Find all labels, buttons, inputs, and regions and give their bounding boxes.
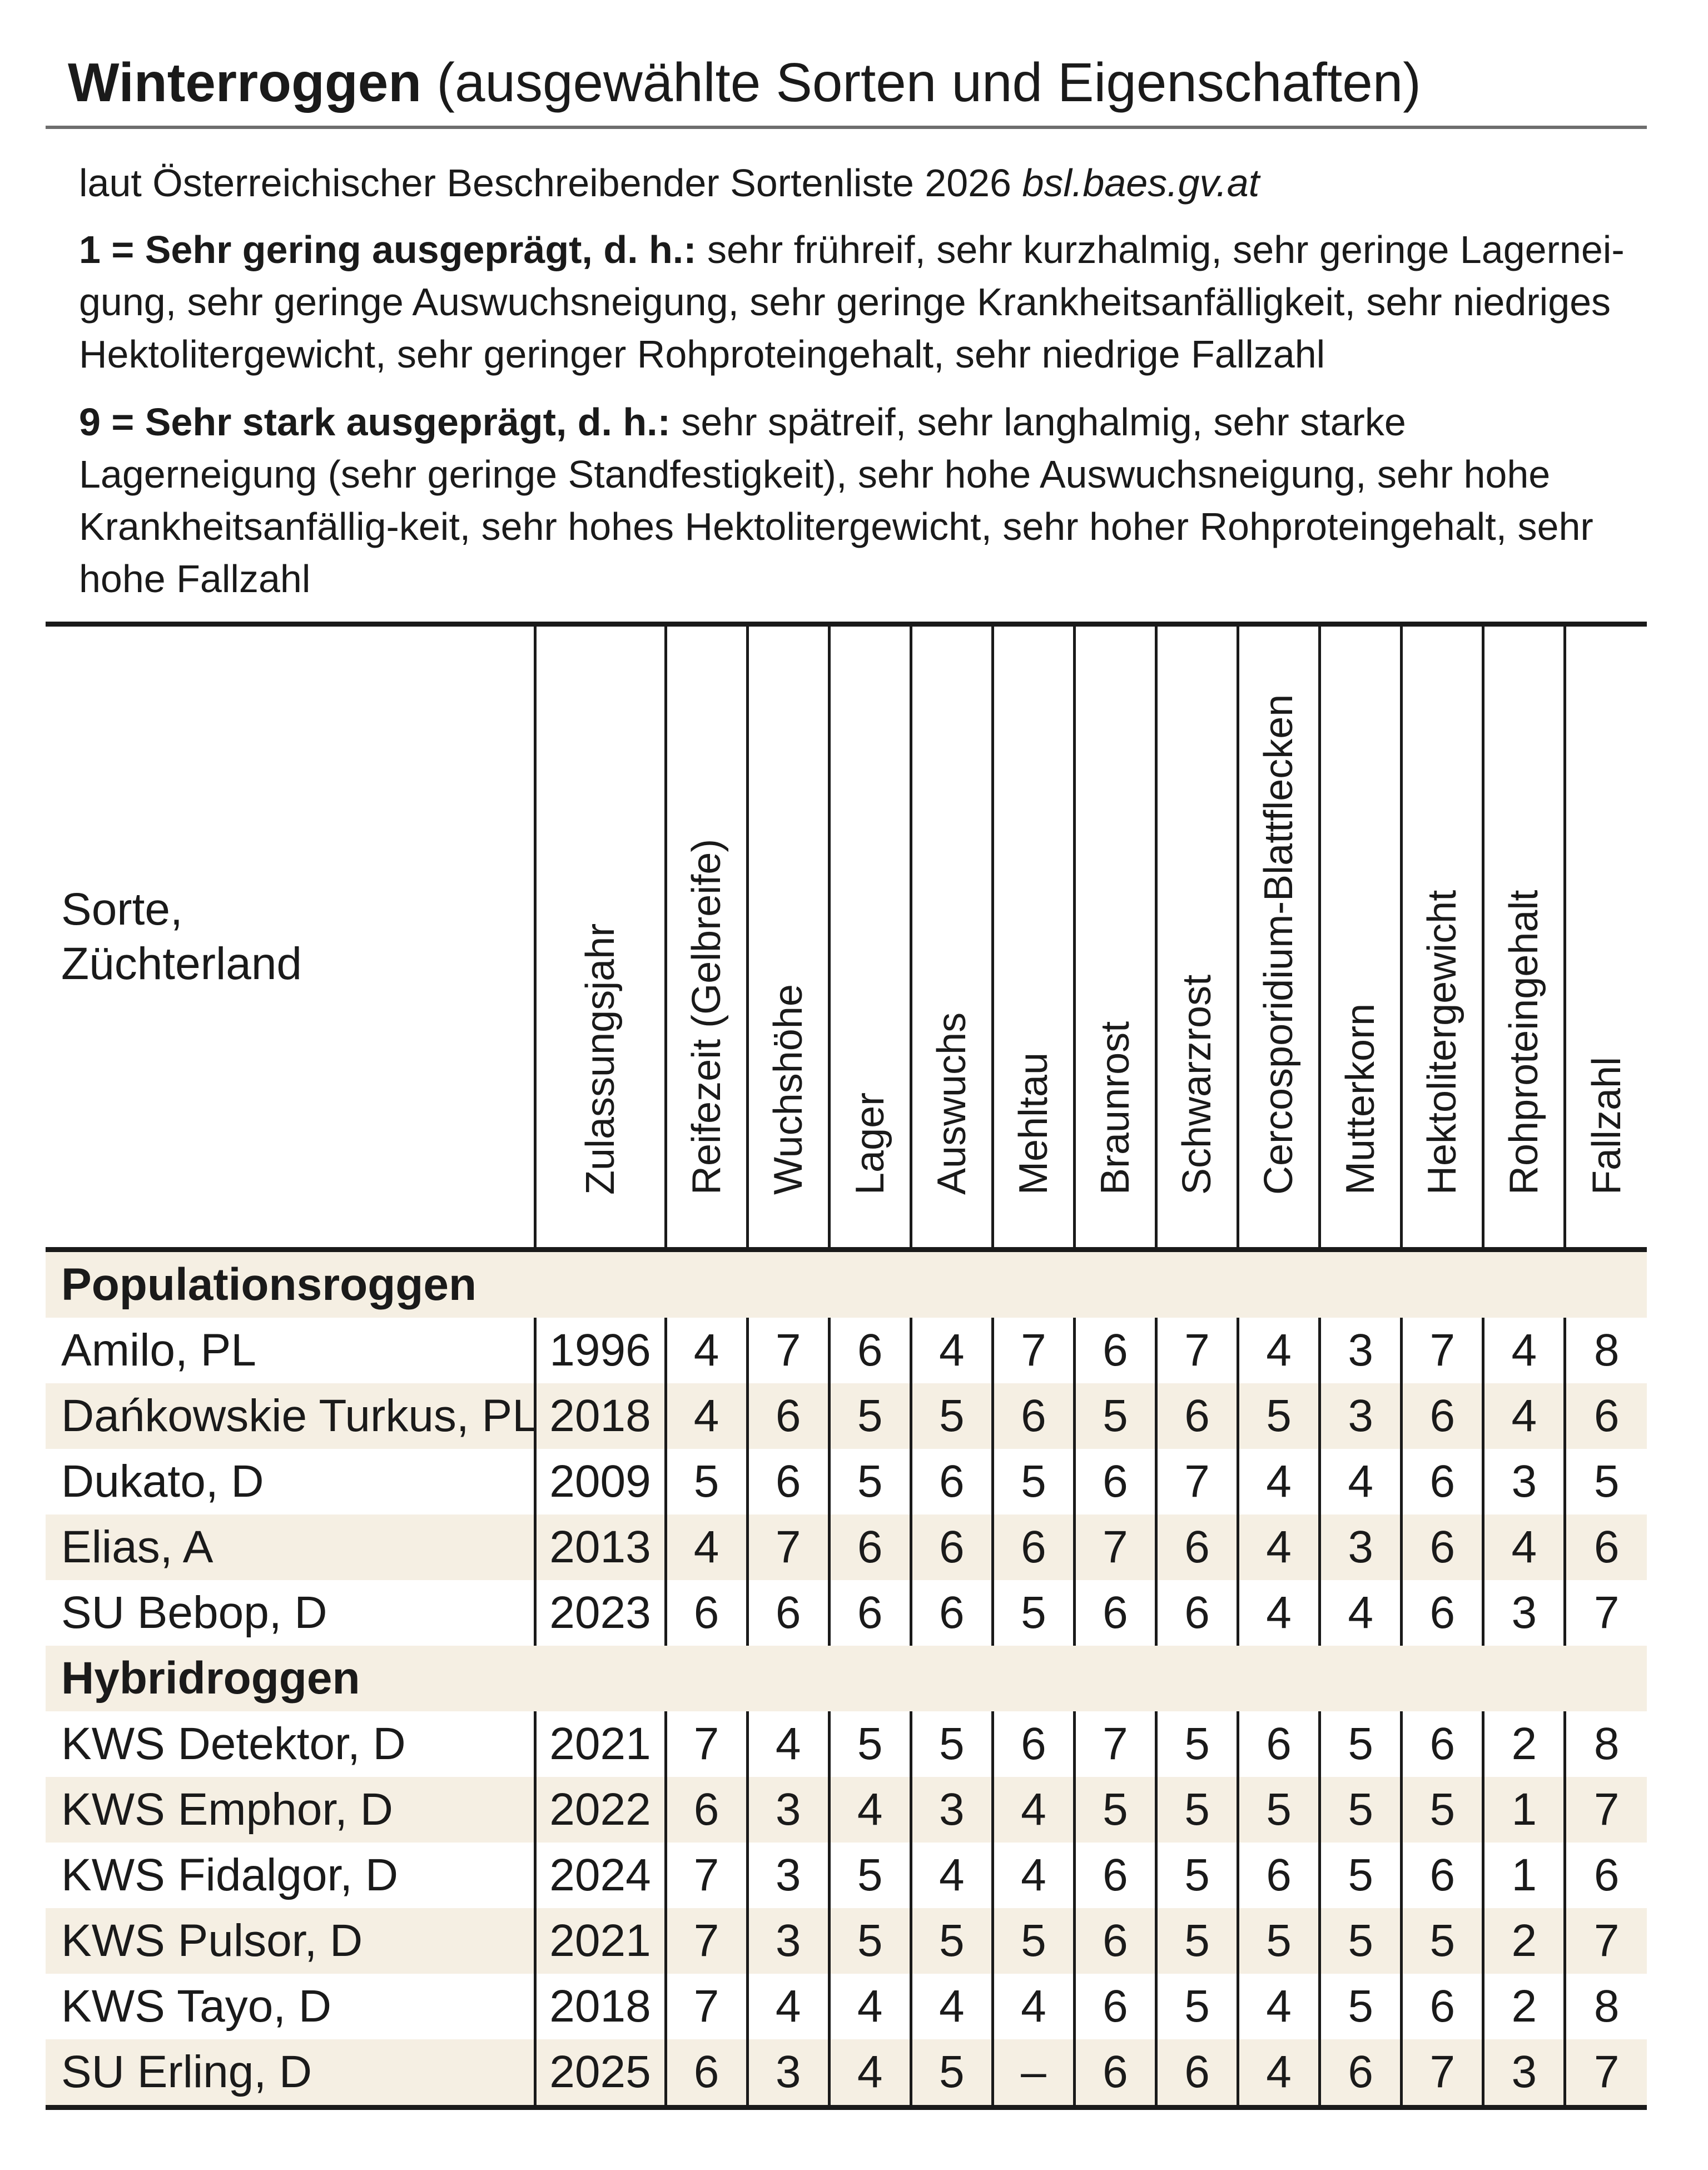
rating-cell: 7 [1156,1318,1238,1383]
rating-cell: 5 [1238,1777,1320,1843]
rating-cell: 4 [666,1514,747,1580]
rating-cell: 6 [829,1514,911,1580]
column-header [1565,624,1647,1250]
column-header [1238,624,1320,1250]
variety-name: KWS Detektor, D [61,1719,406,1769]
rating-cell: 8 [1565,1318,1647,1383]
column-header-label: Lager [847,1092,892,1195]
rating-cell: 3 [747,1843,829,1908]
column-header [535,624,666,1250]
rating-cell: 6 [992,1514,1074,1580]
rating-cell: 6 [666,1777,747,1843]
rating-cell: 6 [1074,1580,1156,1646]
rating-cell: 4 [747,1711,829,1777]
rating-cell: 3 [1483,1449,1565,1514]
rating-cell: 3 [1320,1383,1402,1449]
column-header-label: Mutterkorn [1338,1003,1383,1195]
table-row [46,1383,1647,1449]
column-header [911,624,992,1250]
rating-cell: 5 [666,1449,747,1514]
rating-cell: 7 [747,1514,829,1580]
rating-cell: 5 [829,1908,911,1974]
table-row [46,1514,1647,1580]
variety-name: KWS Tayo, D [61,1981,332,2032]
column-header-label: Reifezeit (Gelbreife) [684,838,729,1195]
rating-cell: 7 [1156,1449,1238,1514]
column-header-label: Wuchshöhe [766,984,811,1195]
legend-low-label: 1 = Sehr gering ausgeprägt, d. h.: [79,228,697,271]
rating-cell: 6 [1074,2039,1156,2108]
rating-cell: 5 [1238,1908,1320,1974]
rating-cell: 6 [1565,1383,1647,1449]
table-row [46,1318,1647,1383]
rating-cell: 3 [1483,2039,1565,2108]
rating-cell: 4 [747,1974,829,2039]
rating-cell: 4 [911,1843,992,1908]
title-sub: (ausgewählte Sorten und Eigenschaften) [436,52,1421,113]
rating-cell: 3 [1483,1580,1565,1646]
rating-cell: 4 [1238,1974,1320,2039]
rating-cell: 4 [1238,1449,1320,1514]
rating-cell: 6 [1320,2039,1402,2108]
title-main: Winterroggen [68,52,422,113]
rating-cell: 7 [666,1908,747,1974]
rating-cell: 7 [1074,1711,1156,1777]
rating-cell: 5 [992,1908,1074,1974]
rating-cell: 4 [1320,1449,1402,1514]
column-header-label: Mehltau [1011,1052,1056,1195]
rating-cell: 5 [829,1449,911,1514]
rating-cell: 6 [1402,1514,1483,1580]
approval-year-cell: 2018 [535,1383,666,1449]
rating-cell: 7 [1565,2039,1647,2108]
column-header [1483,624,1565,1250]
rating-cell: 4 [1483,1383,1565,1449]
rating-cell: 6 [1074,1843,1156,1908]
rating-cell: 6 [1156,1383,1238,1449]
rating-cell: 6 [1402,1843,1483,1908]
rating-cell: 5 [1156,1711,1238,1777]
rating-cell: 6 [666,2039,747,2108]
rating-cell: 5 [1156,1777,1238,1843]
rating-cell: 7 [992,1318,1074,1383]
variety-name: KWS Pulsor, D [46,1908,535,1974]
rating-cell: 4 [1238,1580,1320,1646]
name-header-line1: Sorte, [61,884,183,935]
rating-cell: 3 [1320,1318,1402,1383]
approval-year-cell: 2022 [535,1777,666,1843]
rating-cell: 7 [1565,1908,1647,1974]
rating-cell: 8 [1565,1974,1647,2039]
rating-cell: 5 [1238,1383,1320,1449]
rating-cell: 6 [1565,1514,1647,1580]
rating-cell: 1 [1483,1843,1565,1908]
column-header [992,624,1074,1250]
variety-name: Amilo, PL [61,1325,256,1376]
rating-cell: 5 [1320,1711,1402,1777]
rating-cell: 4 [911,1974,992,2039]
rating-cell: 5 [1565,1449,1647,1514]
rating-cell: 5 [829,1843,911,1908]
column-header [666,624,747,1250]
column-header-label: Cercosporidium-Blattflecken [1257,694,1302,1195]
variety-table [46,622,1647,2110]
rating-cell: 4 [1238,1514,1320,1580]
rating-cell: 4 [829,1777,911,1843]
source-text: laut Österreichischer Beschreibender Sortenliste 2026 [79,161,1011,205]
variety-name: KWS Fidalgor, D [61,1850,399,1900]
legend-high [79,396,1652,605]
rating-cell: 3 [747,2039,829,2108]
column-header [1074,624,1156,1250]
column-header-label: Rohproteingehalt [1502,890,1547,1195]
table-row [46,2039,1647,2108]
column-header [1402,624,1483,1250]
rating-cell: 4 [666,1318,747,1383]
rating-cell: 6 [911,1449,992,1514]
rating-cell: 6 [666,1580,747,1646]
rating-cell: 7 [747,1318,829,1383]
rating-cell: 7 [666,1974,747,2039]
rating-cell: 5 [911,1711,992,1777]
approval-year-cell: 2021 [535,1908,666,1974]
source-link[interactable]: bsl.baes.gv.at [1022,161,1260,205]
rating-cell: 6 [1074,1974,1156,2039]
table-header-row [46,624,1647,1250]
table-row [46,1908,1647,1974]
rating-cell: 5 [1402,1777,1483,1843]
rating-cell: 3 [747,1908,829,1974]
approval-year-cell: 2013 [535,1514,666,1580]
table-row [46,1449,1647,1514]
rating-cell: 5 [1156,1843,1238,1908]
rating-cell: 6 [829,1318,911,1383]
rating-cell: 5 [829,1711,911,1777]
column-header-label: Fallzahl [1584,1056,1629,1195]
rating-cell: 3 [1320,1514,1402,1580]
rating-cell: 4 [1483,1514,1565,1580]
rating-cell: 7 [666,1843,747,1908]
rating-cell: 5 [911,1383,992,1449]
column-header-name [46,624,535,1250]
rating-cell: 6 [747,1383,829,1449]
rating-cell: 6 [1156,1580,1238,1646]
rating-cell: 6 [1156,1514,1238,1580]
column-header-label: Auswuchs [929,1012,974,1195]
rating-cell: 6 [747,1449,829,1514]
rating-cell: 4 [1238,1318,1320,1383]
rating-cell: 6 [1565,1843,1647,1908]
table-row [46,1974,1647,2039]
approval-year-cell: 2023 [535,1580,666,1646]
legend-low [79,224,1652,380]
rating-cell: 7 [1565,1580,1647,1646]
column-header [747,624,829,1250]
rating-cell: 1 [1483,1777,1565,1843]
rating-cell: 5 [1320,1843,1402,1908]
rating-cell: 5 [911,1908,992,1974]
legend-high-text: sehr spätreif, sehr langhalmig, sehr starke Lagerneigung (sehr geringe Standfestigkeit), sehr hohe Auswuchsneigung, sehr hohe Krankheitsanfällig-keit, sehr hohes Hektolitergewicht, sehr hoher Rohproteingehalt, sehr hohe Fallzahl [79,400,1593,600]
rating-cell: 5 [1320,1974,1402,2039]
group-title: Populationsroggen [46,1250,1647,1318]
rating-cell: 4 [1483,1318,1565,1383]
column-header-label: Braunrost [1093,1021,1138,1195]
rating-cell: 4 [1320,1580,1402,1646]
rating-cell: – [992,2039,1074,2108]
rating-cell: 4 [1238,2039,1320,2108]
rating-cell: 4 [911,1318,992,1383]
table-row [46,1580,1647,1646]
rating-cell: 5 [1074,1383,1156,1449]
approval-year-cell: 2009 [535,1449,666,1514]
column-header [829,624,911,1250]
rating-cell: 6 [911,1580,992,1646]
rating-cell: 5 [1156,1908,1238,1974]
rating-cell: 6 [1402,1711,1483,1777]
rating-cell: 6 [1074,1908,1156,1974]
rating-cell: 4 [992,1777,1074,1843]
rating-cell: 4 [829,2039,911,2108]
group-title: Hybridroggen [46,1646,1647,1711]
rating-cell: 5 [1074,1777,1156,1843]
rating-cell: 6 [1156,2039,1238,2108]
rating-cell: 2 [1483,1908,1565,1974]
rating-cell: 4 [666,1383,747,1449]
approval-year-cell: 2018 [535,1974,666,2039]
rating-cell: 5 [1402,1908,1483,1974]
approval-year-cell: 2021 [535,1711,666,1777]
variety-table-wrapper [46,622,1647,2110]
rating-cell: 7 [1402,2039,1483,2108]
rating-cell: 6 [829,1580,911,1646]
rating-cell: 6 [992,1383,1074,1449]
rating-cell: 6 [1402,1449,1483,1514]
rating-cell: 7 [1565,1777,1647,1843]
rating-cell: 6 [1074,1318,1156,1383]
variety-name: Dukato, D [61,1456,264,1507]
legend-low-text: sehr frühreif, sehr kurzhalmig, sehr geringe Lagernei-gung, sehr geringe Auswuchsneigung, sehr geringe Krankheitsanfälligkeit, sehr niedriges Hektolitergewicht, sehr geringer Rohproteingehalt, sehr niedrige Fallzahl [79,228,1625,376]
rating-cell: 5 [829,1383,911,1449]
rating-cell: 6 [992,1711,1074,1777]
variety-name: Dańkowskie Turkus, PL [46,1383,535,1449]
legend-high-label: 9 = Sehr stark ausgeprägt, d. h.: [79,400,671,444]
rating-cell: 5 [1320,1777,1402,1843]
rating-cell: 5 [1320,1908,1402,1974]
source-line [79,157,1652,209]
rating-cell: 6 [1402,1974,1483,2039]
variety-name: Elias, A [46,1514,535,1580]
table-row [46,1777,1647,1843]
rating-cell: 2 [1483,1711,1565,1777]
rating-cell: 4 [992,1974,1074,2039]
column-header [1320,624,1402,1250]
rating-cell: 6 [911,1514,992,1580]
variety-name: SU Erling, D [46,2039,535,2108]
title-divider [46,126,1647,129]
rating-cell: 3 [911,1777,992,1843]
variety-name: KWS Emphor, D [46,1777,535,1843]
variety-name: SU Bebop, D [61,1587,327,1638]
column-header-label: Zulassungsjahr [578,923,623,1195]
rating-cell: 4 [829,1974,911,2039]
rating-cell: 3 [747,1777,829,1843]
rating-cell: 5 [992,1449,1074,1514]
page-title [68,49,1421,116]
table-row [46,1843,1647,1908]
table-row [46,1711,1647,1777]
rating-cell: 6 [1238,1711,1320,1777]
approval-year-cell: 1996 [535,1318,666,1383]
rating-cell: 6 [1402,1580,1483,1646]
rating-cell: 6 [1074,1449,1156,1514]
approval-year-cell: 2024 [535,1843,666,1908]
group-header-row [46,1646,1647,1711]
group-header-row [46,1250,1647,1318]
column-header [1156,624,1238,1250]
name-header-line2: Züchterland [61,938,302,989]
column-header-label: Hektolitergewicht [1420,890,1465,1195]
rating-cell: 2 [1483,1974,1565,2039]
rating-cell: 7 [666,1711,747,1777]
column-header-label: Schwarzrost [1175,974,1220,1195]
rating-cell: 7 [1074,1514,1156,1580]
rating-cell: 8 [1565,1711,1647,1777]
rating-cell: 6 [1238,1843,1320,1908]
rating-cell: 7 [1402,1318,1483,1383]
rating-cell: 5 [911,2039,992,2108]
rating-cell: 5 [992,1580,1074,1646]
rating-cell: 5 [1156,1974,1238,2039]
approval-year-cell: 2025 [535,2039,666,2108]
rating-cell: 6 [1402,1383,1483,1449]
rating-cell: 4 [992,1843,1074,1908]
rating-cell: 6 [747,1580,829,1646]
